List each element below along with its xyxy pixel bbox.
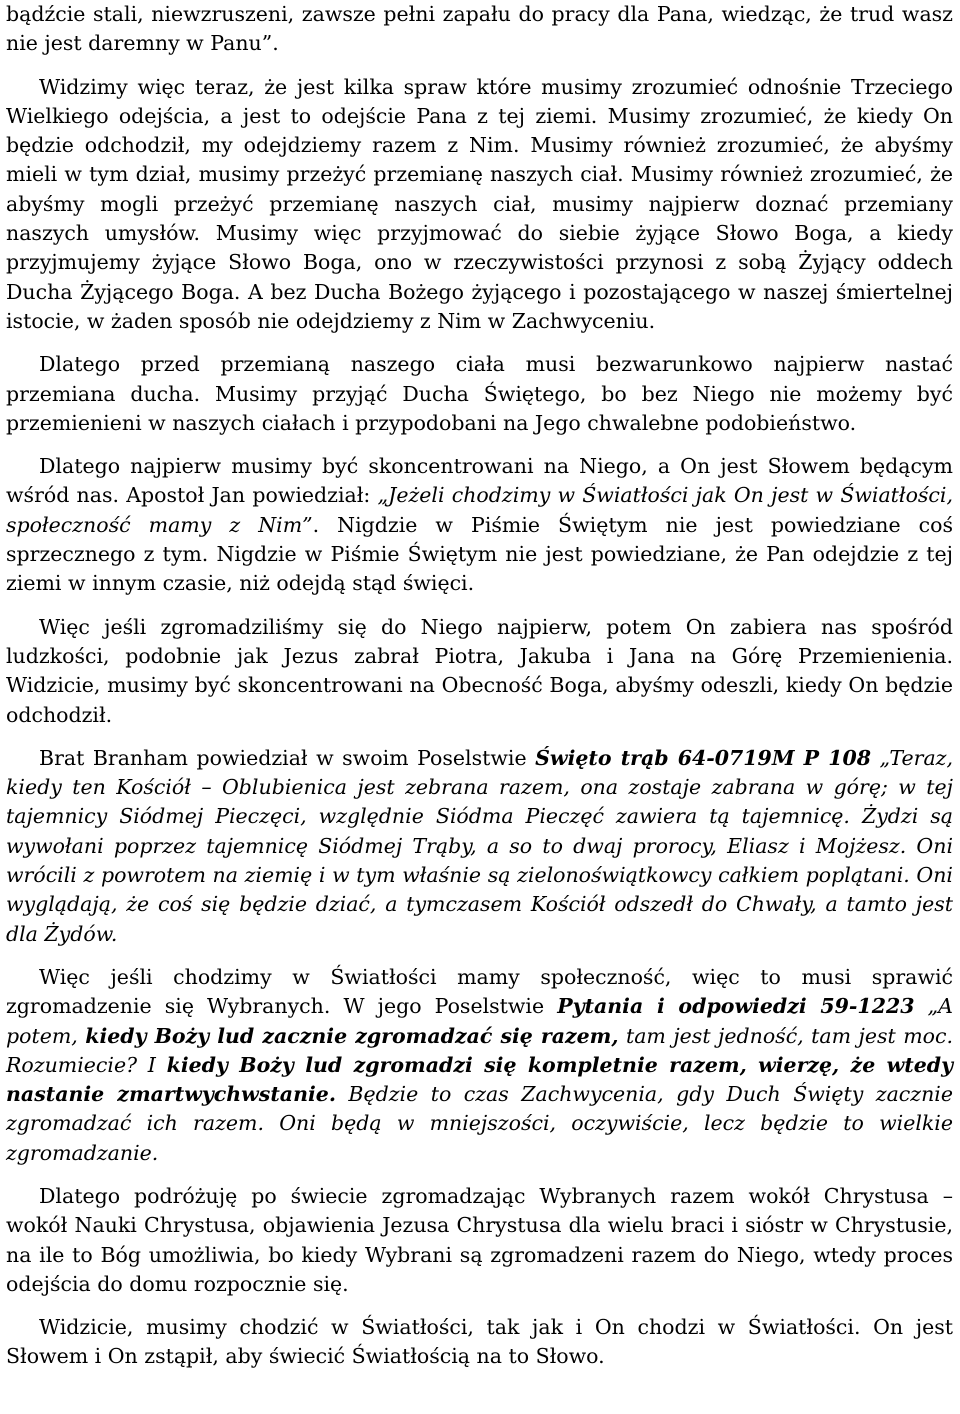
text-run: Więc jeśli zgromadziliśmy się do Niego najpierw, potem On zabiera nas spośród ludzkości, podobnie jak Jezus zabrał Piotra, Jakuba i Jana na Górę Przemienienia. Widzicie, musimy być skoncentrowani na Obecność Boga, abyśmy odeszli, kiedy On będzie odchodził.	[6, 614, 953, 727]
paragraph-8	[6, 1313, 953, 1372]
italic-quote-run: „A potem,	[6, 994, 953, 1048]
bold-italic-run: Święto trąb 64-0719M P 108	[535, 745, 872, 770]
paragraph-1	[6, 73, 953, 337]
italic-quote-run: „Teraz, kiedy ten Kościół – Oblubienica jest zebrana razem, ona zostaje zabrana w górę; w tej tajemnicy Siódmej Pieczęci, względnie Siódma Pieczęć zawiera tą tajemnicę. Żydzi są wywołani poprzez tajemnicę Siódmej Trąby, a so to dwaj prorocy, Eliasz i Mojżesz. Oni wrócili z powrotem na ziemię i w tym właśnie są zielonoświątkowcy całkiem poplątani. Oni wyglądają, że coś się będzie dziać, a tymczasem Kościół odszedł do Chwały, a tamto jest dla Żydów.	[6, 745, 953, 946]
text-run: . Nigdzie w Piśmie Świętym nie jest powiedziane coś sprzecznego z tym. Nigdzie w Piśmie Świętym nie jest powiedziane, że Pan odejdzie z tej ziemi w innym czasie, niż odejdą stąd święci.	[6, 512, 953, 596]
bold-italic-run: kiedy Boży lud zacznie zgromadzać się razem,	[85, 1023, 619, 1048]
text-run: Widzicie, musimy chodzić w Światłości, tak jak i On chodzi w Światłości. On jest Słowem i On zstąpił, aby świecić Światłością na to Słowo.	[6, 1315, 953, 1369]
paragraph-6	[6, 963, 953, 1168]
text-run: bądźcie stali, niewzruszeni, zawsze pełni zapału do pracy dla Pana, wiedząc, że trud wasz nie jest daremny w Panu”.	[6, 2, 953, 56]
text-run: Brat Branham powiedział w swoim Poselstwie	[39, 745, 536, 770]
paragraph-2	[6, 350, 953, 438]
text-run: Dlatego przed przemianą naszego ciała musi bezwarunkowo najpierw nastać przemiana ducha. Musimy przyjąć Ducha Świętego, bo bez Niego nie możemy być przemienieni w naszych ciałach i przypodobani na Jego chwalebne podobieństwo.	[6, 352, 953, 435]
text-run: Dlatego podróżuję po świecie zgromadzając Wybranych razem wokół Chrystusa – wokół Nauki Chrystusa, objawienia Jezusa Chrystusa dla wielu braci i sióstr w Chrystusie, na ile to Bóg umożliwia, bo kiedy Wybrani są zgromadzeni razem do Niego, wtedy proces odejścia do domu rozpocznie się.	[6, 1183, 953, 1296]
paragraph-5	[6, 744, 953, 949]
text-run: Więc jeśli chodzimy w Światłości mamy społeczność, więc to musi sprawić zgromadzenie się Wybranych. W jego Poselstwie	[6, 964, 953, 1019]
text-run: Dlatego najpierw musimy być skoncentrowani na Niego, a On jest Słowem będącym wśród nas. Apostoł Jan powiedział:	[6, 454, 953, 508]
paragraph-0	[6, 0, 953, 59]
italic-quote-run: tam jest jedność, tam jest moc. Rozumiecie? I	[6, 1023, 953, 1077]
paragraph-7	[6, 1182, 953, 1299]
paragraph-4	[6, 613, 953, 730]
paragraph-3	[6, 452, 953, 598]
text-run: Widzimy więc teraz, że jest kilka spraw które musimy zrozumieć odnośnie Trzeciego Wielkiego odejścia, a jest to odejście Pana z tej ziemi. Musimy zrozumieć, że kiedy On będzie odchodził, my odejdziemy razem z Nim. Musimy również zrozumieć, że abyśmy mieli w tym dział, musimy przeżyć przemianę naszych ciał. Musimy również zrozumieć, że abyśmy mogli przeżyć przemianę naszych ciał, musimy najpierw doznać przemiany naszych umysłów. Musimy więc przyjmować do siebie żyjące Słowo Boga, a kiedy przyjmujemy żyjące Słowo Boga, ono w rzeczywistości przynosi z sobą Żyjący oddech Ducha Żyjącego Boga. A bez Ducha Bożego żyjącego i pozostającego w naszej śmiertelnej istocie, w żaden sposób nie odejdziemy z Nim w Zachwyceniu.	[6, 74, 953, 333]
bold-italic-run: kiedy Boży lud zgromadzi się kompletnie razem, wierzę, że wtedy nastanie zmartwychwstanie.	[6, 1052, 953, 1107]
italic-quote-run: Będzie to czas Zachwycenia, gdy Duch Święty zacznie zgromadzać ich razem. Oni będą w mniejszości, oczywiście, lecz będzie to wielkie zgromadzanie.	[6, 1082, 953, 1165]
italic-quote-run: „Jeżeli chodzimy w Światłości jak On jest w Światłości, społeczność mamy z Nim”	[6, 483, 953, 537]
bold-italic-run: Pytania i odpowiedzi 59-1223	[557, 994, 915, 1019]
